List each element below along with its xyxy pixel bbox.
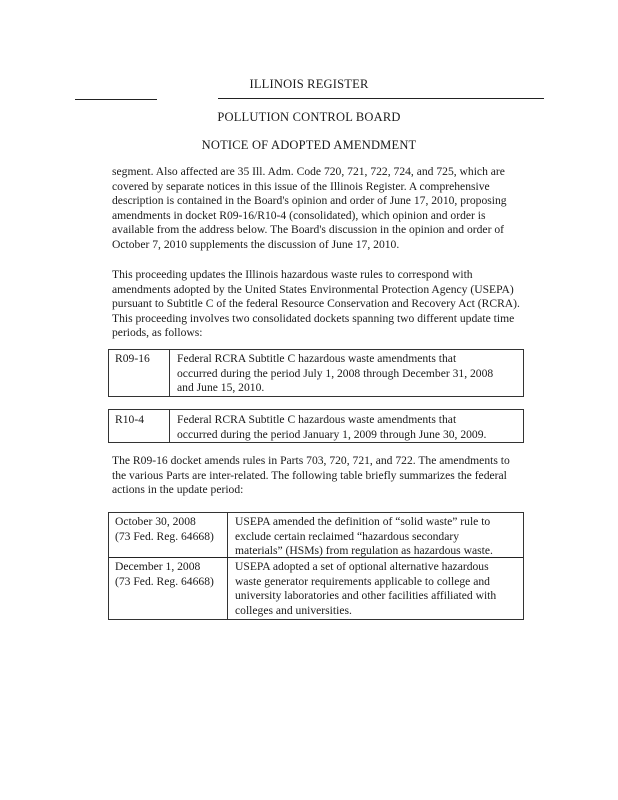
action-citation: (73 Fed. Reg. 64668): [115, 529, 214, 543]
action-date: October 30, 2008: [115, 515, 196, 528]
action-date-cell: [115, 515, 214, 544]
column-divider: [227, 513, 228, 619]
federal-actions-table: [108, 512, 524, 620]
text-line: Federal RCRA Subtitle C hazardous waste amendments that: [177, 413, 457, 426]
text-line: amendments in docket R09-16/R10-4 (consolidated), which opinion and order is: [112, 208, 486, 222]
text-line: This proceeding involves two consolidated dockets spanning two different update time: [112, 311, 515, 325]
text-line: Federal RCRA Subtitle C hazardous waste amendments that: [177, 352, 457, 365]
paragraph-segment: [112, 165, 522, 253]
register-title: ILLINOIS REGISTER: [249, 77, 369, 91]
text-line: occurred during the period July 1, 2008 through December 31, 2008: [177, 366, 494, 380]
text-line: description is contained in the Board's opinion and order of June 17, 2010, proposing: [112, 194, 507, 208]
paragraph-proceeding: [112, 268, 522, 341]
action-citation: (73 Fed. Reg. 64668): [115, 574, 214, 588]
board-name: POLLUTION CONTROL BOARD: [217, 110, 401, 124]
text-line: October 7, 2010 supplements the discussion of June 17, 2010.: [112, 237, 400, 251]
text-line: USEPA amended the definition of “solid waste” rule to: [235, 515, 491, 528]
text-line: USEPA adopted a set of optional alternative hazardous: [235, 560, 489, 573]
column-divider: [169, 410, 170, 442]
column-divider: [169, 350, 170, 396]
paragraph-amendments: [112, 454, 522, 498]
text-line: This proceeding updates the Illinois hazardous waste rules to correspond with: [112, 268, 473, 281]
text-line: waste generator requirements applicable to college and: [235, 574, 490, 588]
text-line: exclude certain reclaimed “hazardous secondary: [235, 529, 460, 543]
text-line: The R09-16 docket amends rules in Parts 703, 720, 721, and 722. The amendments to: [112, 454, 510, 467]
text-line: pursuant to Subtitle C of the federal Resource Conservation and Recovery Act (RCRA).: [112, 297, 520, 311]
action-description-cell: [235, 560, 496, 618]
text-line: amendments adopted by the United States Environmental Protection Agency (USEPA): [112, 282, 514, 296]
text-line: segment. Also affected are 35 Ill. Adm. Code 720, 721, 722, 724, and 725, which are: [112, 165, 505, 178]
text-line: the various Parts are inter-related. The following table briefly summarizes the federal: [112, 468, 507, 482]
header-rule-left: [75, 99, 157, 100]
action-date-cell: [115, 560, 214, 589]
docket-description: [177, 413, 486, 442]
notice-title: NOTICE OF ADOPTED AMENDMENT: [201, 138, 417, 152]
docket-table-r10-4: [108, 409, 524, 443]
text-line: actions in the update period:: [112, 483, 244, 497]
text-line: colleges and universities.: [235, 603, 352, 617]
text-line: materials” (HSMs) from regulation as hazardous waste.: [235, 544, 493, 558]
action-description-cell: [235, 515, 493, 559]
docket-table-r09-16: [108, 349, 524, 397]
docket-id: R09-16: [115, 352, 150, 365]
text-line: available from the address below. The Board's discussion in the opinion and order of: [112, 223, 504, 237]
text-line: and June 15, 2010.: [177, 381, 265, 395]
text-line: covered by separate notices in this issue of the Illinois Register. A comprehensive: [112, 179, 490, 193]
text-line: occurred during the period January 1, 2009 through June 30, 2009.: [177, 427, 487, 441]
action-date: December 1, 2008: [115, 560, 201, 573]
text-line: university laboratories and other facilities affiliated with: [235, 589, 497, 603]
header-rule-right: [218, 98, 544, 99]
text-line: periods, as follows:: [112, 326, 203, 340]
docket-description: [177, 352, 493, 396]
docket-id: R10-4: [115, 413, 144, 426]
